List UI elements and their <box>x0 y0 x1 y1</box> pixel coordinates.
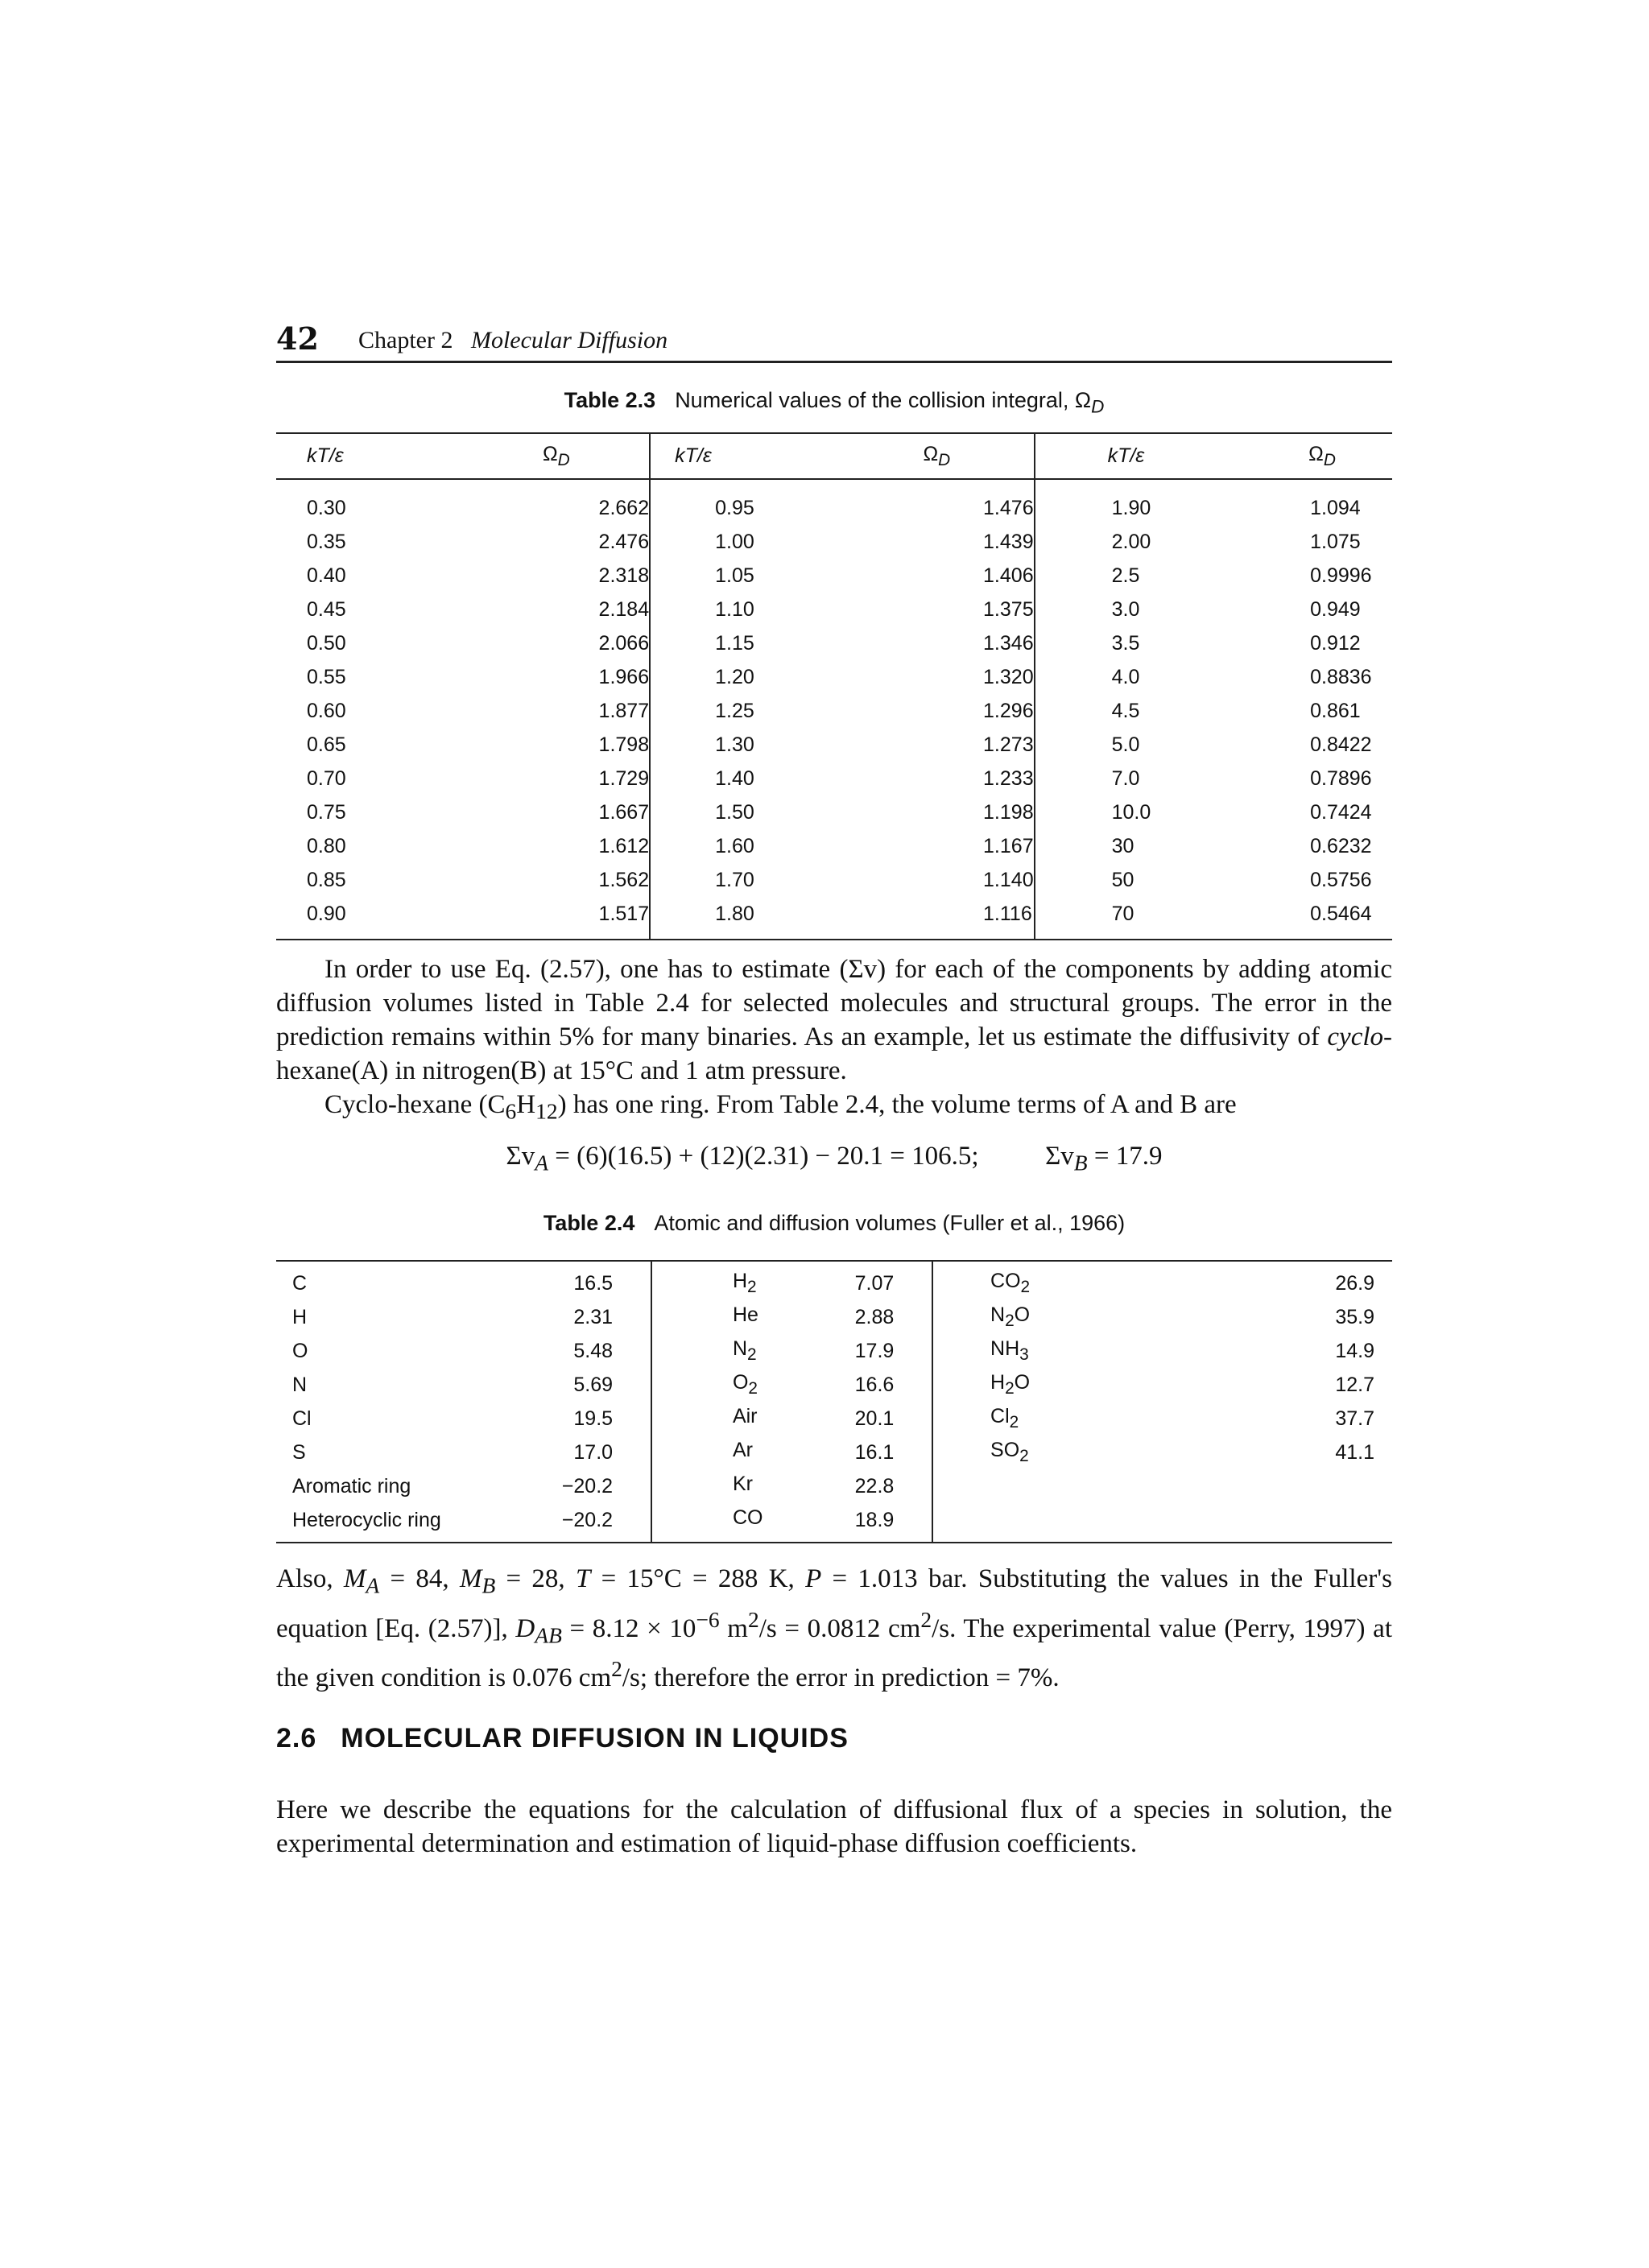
volume-cell: 16.5 <box>573 1271 614 1295</box>
omega-cell: 0.5464 <box>1310 902 1372 925</box>
kt-cell: 1.00 <box>650 525 840 559</box>
group-name-cell: H <box>292 1305 308 1328</box>
volume-cell: −20.2 <box>561 1474 614 1498</box>
molecule-cell: $Cl_2$ <box>990 1405 1019 1431</box>
table-2-4-title: Atomic and diffusion volumes (Fuller et al., 1966) <box>654 1211 1126 1235</box>
volume-cell: −20.2 <box>561 1508 614 1531</box>
molecule-cell: CO <box>651 1503 763 1543</box>
group-name-cell: C <box>292 1271 308 1295</box>
table-row <box>276 1368 1392 1402</box>
omega-cell: 1.476 <box>983 496 1034 519</box>
volume-cell: 20.1 <box>854 1407 895 1430</box>
column-header-omega: $\Omega_D$ <box>464 433 651 479</box>
omega-cell: 1.877 <box>598 699 650 722</box>
body-paragraph: Cyclo-hexane $(C_6H_{12})$ has one ring. From Table 2.4, the volume terms of A and B are <box>324 1090 1237 1124</box>
kt-cell: 0.30 <box>307 496 346 519</box>
molecule-cell: Air <box>651 1402 763 1436</box>
molecule-cell: $NH_3$ <box>990 1337 1029 1364</box>
omega-cell: 1.233 <box>983 766 1034 790</box>
table-2-4-caption <box>276 1211 1392 1236</box>
section-heading <box>276 1723 849 1754</box>
volume-cell: 5.48 <box>573 1339 614 1362</box>
kt-cell: 0.80 <box>307 834 346 857</box>
omega-cell: 1.612 <box>598 834 650 857</box>
kt-cell: 70 <box>1035 897 1241 940</box>
omega-cell: 1.273 <box>983 733 1034 756</box>
omega-cell: 1.198 <box>983 800 1034 824</box>
omega-cell: 1.140 <box>983 868 1034 891</box>
omega-cell: 1.517 <box>598 902 650 925</box>
omega-cell: 0.861 <box>1310 699 1361 722</box>
omega-cell: 1.798 <box>598 733 650 756</box>
kt-cell: 1.80 <box>650 897 840 940</box>
kt-cell: 0.65 <box>307 733 346 756</box>
volume-cell: 37.7 <box>1335 1407 1374 1430</box>
volume-cell: 35.9 <box>1335 1305 1374 1328</box>
table-row <box>276 694 1392 728</box>
kt-cell: 1.15 <box>650 626 840 660</box>
table-2-3-caption <box>276 388 1392 417</box>
kt-cell: 0.60 <box>307 699 346 722</box>
kt-cell: 2.5 <box>1035 559 1241 593</box>
kt-cell: 10.0 <box>1035 795 1241 829</box>
kt-cell: 5.0 <box>1035 728 1241 762</box>
volume-cell: 12.7 <box>1335 1373 1374 1396</box>
omega-cell: 1.562 <box>598 868 650 891</box>
body-paragraph: Here we describe the equations for the calculation of diffusional flux of a species in solution, the experimental determination and estimation of liquid-phase diffusion coefficients. <box>276 1795 1392 1858</box>
kt-cell: 0.55 <box>307 665 346 688</box>
omega-cell: 1.667 <box>598 800 650 824</box>
molecule-cell: $O_2$ <box>651 1368 763 1402</box>
omega-cell: 1.296 <box>983 699 1034 722</box>
kt-cell: 2.00 <box>1035 525 1241 559</box>
kt-cell: 1.25 <box>650 694 840 728</box>
omega-cell: 1.406 <box>983 564 1034 587</box>
diffusion-volumes-table <box>276 1260 1392 1543</box>
volume-cell: 14.9 <box>1335 1339 1374 1362</box>
table-header-row <box>276 433 1392 479</box>
column-header-kt: kT/ε <box>1035 433 1241 479</box>
omega-cell: 0.6232 <box>1310 834 1372 857</box>
molecule-cell: $H_2O$ <box>990 1371 1031 1398</box>
table-row <box>276 1300 1392 1334</box>
molecule-cell: $CO_2$ <box>990 1270 1031 1296</box>
group-name-cell: Cl <box>292 1407 312 1430</box>
omega-cell: 1.439 <box>983 530 1034 553</box>
volume-cell: 16.1 <box>854 1440 895 1464</box>
body-paragraph: Also, $M_A = 84$, $M_B = 28$, T = 15°C = 288 K, P = 1.013 bar. Substituting the values in the Fuller's equation [Eq. (2.57)], $D_{AB} = 8.12 \times 10^{-6}$ $m^2/s = 0.0812$ $cm^2/s$. The experimental value (Perry, 1997) at the given condition is 0.076 $cm^2/s$; therefore the error in prediction = 7%. <box>276 1564 1393 1693</box>
kt-cell: 3.5 <box>1035 626 1241 660</box>
omega-cell: 1.966 <box>598 665 650 688</box>
body-paragraph: In order to use Eq. (2.57), one has to estimate (Σv) for each of the components by adding atomic diffusion volumes listed in Table 2.4 for selected molecules and structural groups. The error in the prediction remains within 5% for many binaries. As an example, let us estimate the diffusivity of cyclo-hexane(A) in nitrogen(B) at 15°C and 1 atm pressure. <box>276 955 1393 1085</box>
kt-cell: 1.20 <box>650 660 840 694</box>
molecule-cell: $SO_2$ <box>990 1439 1029 1465</box>
volume-cell: 7.07 <box>854 1271 895 1295</box>
kt-cell: 1.05 <box>650 559 840 593</box>
table-row <box>276 660 1392 694</box>
column-header-kt: kT/ε <box>650 433 840 479</box>
kt-cell: 0.95 <box>650 479 840 525</box>
table-row <box>276 728 1392 762</box>
table-2-4-label: Table 2.4 <box>543 1211 635 1235</box>
column-header-kt: kT/ε <box>276 433 464 479</box>
molecule-cell: $N_2O$ <box>990 1303 1031 1330</box>
omega-cell: 0.5756 <box>1310 868 1372 891</box>
omega-cell: 1.375 <box>983 597 1034 621</box>
volume-cell: 41.1 <box>1335 1440 1374 1464</box>
running-header <box>276 320 1392 363</box>
chapter-number: Chapter 2 <box>358 327 453 353</box>
kt-cell: 7.0 <box>1035 762 1241 795</box>
section-title: MOLECULAR DIFFUSION IN LIQUIDS <box>341 1723 849 1754</box>
omega-cell: 0.949 <box>1310 597 1361 621</box>
kt-cell: 0.70 <box>307 766 346 790</box>
kt-cell: 1.60 <box>650 829 840 863</box>
kt-cell: 1.40 <box>650 762 840 795</box>
kt-cell: 50 <box>1035 863 1241 897</box>
kt-cell: 30 <box>1035 829 1241 863</box>
omega-cell: 0.8836 <box>1310 665 1372 688</box>
volume-cell: 19.5 <box>573 1407 614 1430</box>
omega-cell: 1.346 <box>983 631 1034 655</box>
table-row <box>276 1503 1392 1543</box>
kt-cell: 1.70 <box>650 863 840 897</box>
omega-cell: 0.7896 <box>1310 766 1372 790</box>
omega-cell: 2.662 <box>598 496 650 519</box>
table-row <box>276 762 1392 795</box>
molecule-cell: Kr <box>651 1469 763 1503</box>
kt-cell: 0.40 <box>307 564 346 587</box>
table-row <box>276 1436 1392 1469</box>
kt-cell: 1.50 <box>650 795 840 829</box>
molecule-cell: Ar <box>651 1436 763 1469</box>
molecule-cell: He <box>651 1300 763 1334</box>
omega-cell: 0.7424 <box>1310 800 1372 824</box>
volume-cell: 2.88 <box>854 1305 895 1328</box>
table-row <box>276 1402 1392 1436</box>
group-name-cell: O <box>292 1339 308 1362</box>
volume-cell: 26.9 <box>1335 1271 1374 1295</box>
table-row <box>276 559 1392 593</box>
omega-cell: 1.075 <box>1310 530 1361 553</box>
table-row <box>276 829 1392 863</box>
table-row <box>276 626 1392 660</box>
volume-cell: 5.69 <box>573 1373 614 1396</box>
table-row <box>276 1334 1392 1368</box>
table-2-3-label: Table 2.3 <box>564 388 656 412</box>
collision-integral-table <box>276 432 1392 940</box>
omega-cell: 1.094 <box>1310 496 1361 519</box>
volume-cell: 17.0 <box>573 1440 614 1464</box>
kt-cell: 4.5 <box>1035 694 1241 728</box>
kt-cell: 0.50 <box>307 631 346 655</box>
omega-cell: 0.8422 <box>1310 733 1372 756</box>
volume-cell: 18.9 <box>854 1508 895 1531</box>
table-row <box>276 1469 1392 1503</box>
molecule-cell: $N_2$ <box>651 1334 763 1368</box>
omega-cell: 2.184 <box>598 597 650 621</box>
volume-cell <box>1205 1469 1392 1503</box>
chapter-label <box>358 327 667 354</box>
section-number: 2.6 <box>276 1723 317 1754</box>
kt-cell: 1.10 <box>650 593 840 626</box>
volume-cell <box>1205 1503 1392 1543</box>
kt-cell: 3.0 <box>1035 593 1241 626</box>
table-2-3-title-subscript: D <box>1091 396 1105 417</box>
omega-cell: 2.476 <box>598 530 650 553</box>
table-row <box>276 795 1392 829</box>
kt-cell: 0.90 <box>307 902 346 925</box>
molecule-cell <box>990 1503 1205 1543</box>
kt-cell: 0.75 <box>307 800 346 824</box>
group-name-cell: S <box>292 1440 306 1464</box>
table-row <box>276 479 1392 525</box>
table-row <box>276 525 1392 559</box>
kt-cell: 0.45 <box>307 597 346 621</box>
table-row <box>276 863 1392 897</box>
volume-cell: 22.8 <box>854 1474 895 1498</box>
omega-cell: 0.912 <box>1310 631 1361 655</box>
volume-cell: 2.31 <box>573 1305 614 1328</box>
kt-cell: 1.30 <box>650 728 840 762</box>
kt-cell: 0.85 <box>307 868 346 891</box>
table-row <box>276 1261 1392 1300</box>
table-row <box>276 897 1392 940</box>
molecule-cell <box>990 1469 1205 1503</box>
omega-cell: 1.167 <box>983 834 1034 857</box>
table-2-3-title: Numerical values of the collision integral, Ω <box>675 388 1092 412</box>
column-header-omega: $\Omega_D$ <box>840 433 1035 479</box>
volume-cell: 16.6 <box>854 1373 895 1396</box>
omega-cell: 1.320 <box>983 665 1034 688</box>
chapter-title: Molecular Diffusion <box>470 327 668 353</box>
omega-cell: 1.729 <box>598 766 650 790</box>
column-header-omega: $\Omega_D$ <box>1240 433 1392 479</box>
page-number: 42 <box>276 320 319 357</box>
kt-cell: 1.90 <box>1035 479 1241 525</box>
group-name-cell: Aromatic ring <box>292 1474 411 1498</box>
omega-cell: 2.318 <box>598 564 650 587</box>
omega-cell: 2.066 <box>598 631 650 655</box>
group-name-cell: Heterocyclic ring <box>292 1508 441 1531</box>
omega-cell: 1.116 <box>983 902 1032 925</box>
kt-cell: 4.0 <box>1035 660 1241 694</box>
table-row <box>276 593 1392 626</box>
volume-cell: 17.9 <box>854 1339 895 1362</box>
kt-cell: 0.35 <box>307 530 346 553</box>
molecule-cell: $H_2$ <box>651 1261 763 1300</box>
volume-equation: $\Sigma v_A = (6)(16.5) + (12)(2.31) - 20.1 = 106.5$; $\Sigma v_B = 17.9$ <box>506 1142 1163 1175</box>
group-name-cell: N <box>292 1373 308 1396</box>
omega-cell: 0.9996 <box>1310 564 1372 587</box>
